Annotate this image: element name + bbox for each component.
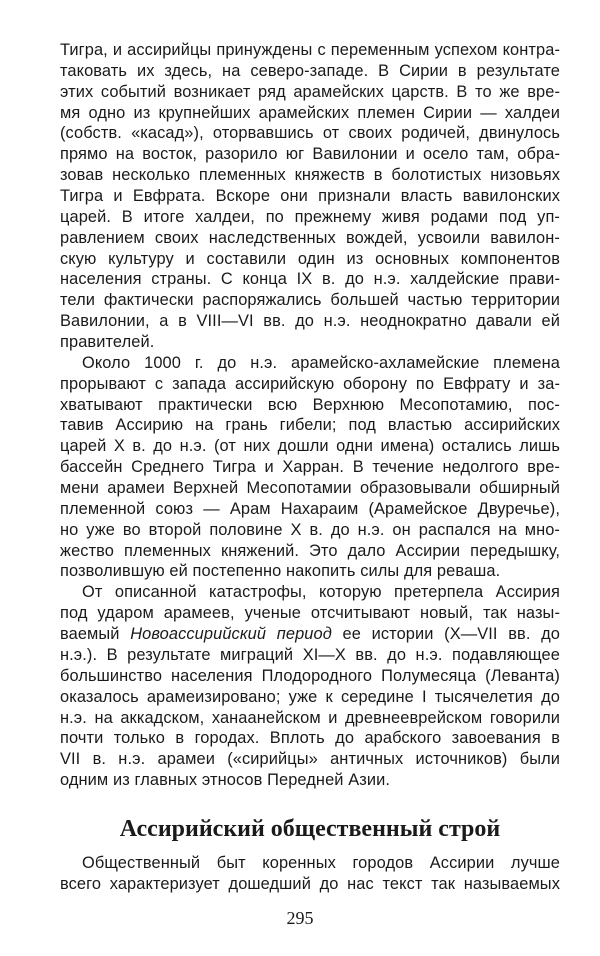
text-line: Около 1000 г. до н.э. арамейско-ахламейские племена — [82, 353, 560, 372]
text-line: скую культуру и составили один из основных компонентов — [60, 249, 560, 268]
text-line: зовав несколько племенных княжеств в болотистых низовьях — [60, 166, 560, 185]
text-line: но уже во второй половине X в. до н.э. он распался на мно- — [60, 520, 560, 539]
paragraph — [60, 853, 560, 895]
text-line: одним из главных этносов Передней Азии. — [60, 771, 391, 790]
text-line: под ударом арамеев, ученые отсчитывают новый, так назы- — [60, 604, 560, 623]
text-line: царей. В итоге халдеи, по прежнему живя родами под уп- — [60, 207, 560, 226]
text-line: Вавилонии, а в VIII—VI вв. до н.э. неоднократно давали ей — [60, 312, 560, 331]
text-line: тели фактически распоряжались большей частью территории — [60, 291, 560, 310]
text-line: правителей. — [60, 333, 155, 352]
text-line: мени арамеи Верхней Месопотамии образовывали обширный — [60, 479, 560, 498]
text-line: большинство населения Плодородного Полумесяца (Леванта) — [60, 666, 560, 685]
text-line: От описанной катастрофы, которую претерпела Ассирия — [82, 583, 560, 602]
paragraph — [60, 582, 560, 791]
text-span: ее истории (X—VII вв. до — [331, 625, 560, 644]
text-line: племенной союз — Арам Нахараим (Арамейское Двуречье), — [60, 499, 560, 518]
text-line: н.э. на аккадском, ханаанейском и древнееврейском говорили — [60, 708, 560, 727]
text-block-bottom — [60, 853, 560, 895]
text-line: оказалось арамеизировано; уже к середине I тысячелетия до — [60, 687, 560, 706]
text-line: тавив Ассирию на грань гибели; под властью ассирийских — [60, 416, 560, 435]
text-span: ваемый — [60, 625, 131, 644]
text-line: Тигра и Евфрата. Вскоре они признали власть вавилонских — [60, 187, 560, 206]
section-heading: Ассирийский общественный строй — [119, 815, 501, 842]
text-line: почти только в городах. Вплоть до арабского завоевания в — [60, 729, 560, 748]
text-line: всего характеризует дошедший до нас текст так называемых — [60, 874, 560, 893]
italic-term: Новоассирийский период — [130, 625, 332, 644]
text-line: хватывают практически всю Верхнюю Месопотамию, пос- — [60, 395, 560, 414]
text-line: прямо на восток, разорило юг Вавилонии и осело там, обра- — [60, 145, 560, 164]
text-line: прорывают с запада ассирийскую оборону по Евфрату и за- — [60, 374, 560, 393]
text-line: Тигра, и ассирийцы принуждены с переменным успехом контра- — [60, 41, 560, 59]
text-line: населения страны. С конца IX в. до н.э. халдейские прави- — [60, 270, 560, 289]
text-line: бассейн Среднего Тигра и Харран. В течение недолгого вре- — [60, 458, 560, 477]
text-block-top — [60, 40, 560, 791]
page-number: 295 — [286, 908, 314, 928]
text-line: VII в. н.э. арамеи («сирийцы» античных источников) были — [60, 750, 560, 769]
page-body — [60, 40, 560, 895]
paragraph — [60, 353, 560, 582]
text-line: Общественный быт коренных городов Ассирии лучше — [82, 853, 560, 872]
text-line: жество племенных княжений. Это дало Ассирии передышку, — [60, 541, 560, 560]
text-line: равлением своих наследственных вождей, усвоили вавилон- — [60, 228, 560, 247]
text-line: н.э.). В результате миграций XI—X вв. до н.э. подавляющее — [60, 645, 560, 664]
text-line — [60, 624, 560, 645]
text-line: мя одно из крупнейших арамейских племен Сирии — халдеи — [60, 103, 560, 122]
text-line: этих событий возникает ряд арамейских царств. В то же вре- — [60, 82, 560, 101]
text-line: царей X в. до н.э. (от них дошли одни имена) остались лишь — [60, 437, 560, 456]
text-line: позволившую ей постепенно накопить силы для реваша. — [60, 562, 501, 581]
text-line: (собств. «касад»), оторвавшись от своих родичей, двинулось — [60, 124, 560, 143]
text-line: таковать их здесь, на северо-западе. В Сирии в результате — [60, 61, 560, 80]
paragraph — [60, 40, 560, 353]
